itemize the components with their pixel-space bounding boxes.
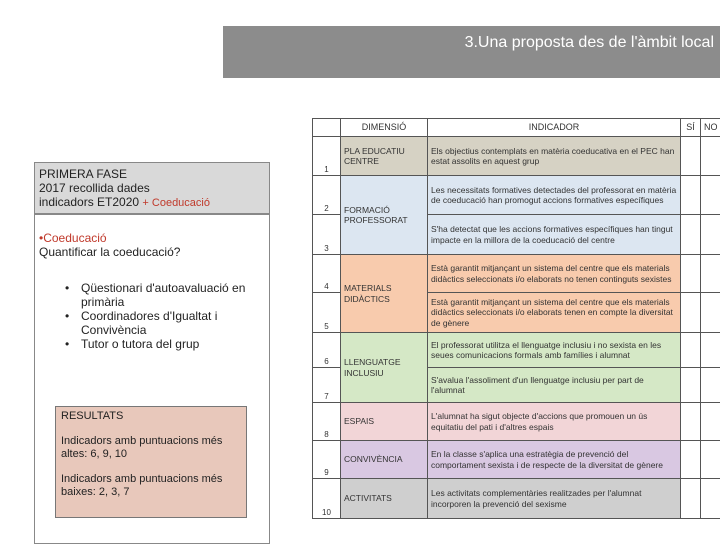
indicator-cell: S'ha detectat que les accions formatives específiques han tingut impacte en la millora de la coeducació del centre bbox=[428, 215, 681, 255]
phase-accent: + Coeducació bbox=[142, 197, 210, 209]
list-item: • Coordinadores d'Igualtat i Convivència bbox=[81, 309, 265, 337]
title-bar bbox=[223, 26, 720, 78]
results-low: Indicadors amb puntuacions més baixes: 2, 3, 7 bbox=[61, 473, 241, 499]
yes-cell[interactable] bbox=[681, 137, 701, 176]
phase-box bbox=[34, 162, 270, 214]
header-si: SÍ bbox=[681, 119, 701, 137]
yes-cell[interactable] bbox=[681, 368, 701, 403]
dimension-cell: FORMACIÓ PROFESSORAT bbox=[341, 176, 428, 255]
header-num bbox=[313, 119, 341, 137]
row-number: 5 bbox=[313, 293, 341, 333]
no-cell[interactable] bbox=[701, 176, 720, 215]
indicator-cell: Està garantit mitjançant un sistema del centre que els materials didàctics seleccionats i/o elaborats no tenen continguts sexistes bbox=[428, 255, 681, 293]
list-item: • Tutor o tutora del grup bbox=[81, 337, 265, 351]
row-number: 8 bbox=[313, 403, 341, 441]
row-number: 3 bbox=[313, 215, 341, 255]
phase-title: PRIMERA FASE bbox=[39, 167, 265, 181]
phase-line3-text: indicadors ET2020 bbox=[39, 195, 139, 209]
dimension-cell: ACTIVITATS bbox=[341, 479, 428, 519]
row-number: 2 bbox=[313, 176, 341, 215]
indicator-cell: En la classe s'aplica una estratègia de prevenció del comportament sexista i de respecte de la diversitat de gènere bbox=[428, 441, 681, 479]
no-cell[interactable] bbox=[701, 255, 720, 293]
row-number: 1 bbox=[313, 137, 341, 176]
no-cell[interactable] bbox=[701, 215, 720, 255]
row-number: 4 bbox=[313, 255, 341, 293]
no-cell[interactable] bbox=[701, 293, 720, 333]
yes-cell[interactable] bbox=[681, 333, 701, 368]
table-row bbox=[313, 403, 720, 441]
yes-cell[interactable] bbox=[681, 293, 701, 333]
row-number: 9 bbox=[313, 441, 341, 479]
header-indicator: INDICADOR bbox=[428, 119, 681, 137]
table-row bbox=[313, 333, 720, 368]
header-dimension: DIMENSIÓ bbox=[341, 119, 428, 137]
yes-cell[interactable] bbox=[681, 403, 701, 441]
indicator-cell: S'avalua l'assoliment d'un llenguatge inclusiu per part de l'alumnat bbox=[428, 368, 681, 403]
section-title: •Coeducació bbox=[39, 231, 265, 245]
no-cell[interactable] bbox=[701, 403, 720, 441]
row-number: 6 bbox=[313, 333, 341, 368]
indicator-cell: Els objectius contemplats en matèria coeducativa en el PEC han estat assolits en aquest grup bbox=[428, 137, 681, 176]
phase-line2: 2017 recollida dades bbox=[39, 181, 265, 195]
table-row bbox=[313, 479, 720, 519]
row-number: 7 bbox=[313, 368, 341, 403]
list-item: • Qüestionari d'autoavaluació en primària bbox=[81, 281, 265, 309]
no-cell[interactable] bbox=[701, 333, 720, 368]
indicator-cell: Està garantit mitjançant un sistema del centre que els materials didàctics seleccionats i/o elaborats tenen en compte la diversitat de gènere bbox=[428, 293, 681, 333]
table-row bbox=[313, 176, 720, 215]
no-cell[interactable] bbox=[701, 479, 720, 519]
indicator-cell: L'alumnat ha sigut objecte d'accions que promouen un ús equitatiu del pati i d'altres espais bbox=[428, 403, 681, 441]
yes-cell[interactable] bbox=[681, 479, 701, 519]
yes-cell[interactable] bbox=[681, 441, 701, 479]
results-heading: RESULTATS bbox=[61, 410, 241, 423]
header-no: NO bbox=[701, 119, 720, 137]
no-cell[interactable] bbox=[701, 137, 720, 176]
indicator-cell: Les necessitats formatives detectades del professorat en matèria de coeducació han promogut accions formatives específiques bbox=[428, 176, 681, 215]
dimension-cell: PLA EDUCATIU CENTRE bbox=[341, 137, 428, 176]
slide-title: 3.Una proposta des de l'àmbit local bbox=[465, 34, 714, 52]
results-box bbox=[55, 406, 247, 518]
indicator-table bbox=[312, 118, 720, 530]
no-cell[interactable] bbox=[701, 368, 720, 403]
dimension-cell: ESPAIS bbox=[341, 403, 428, 441]
yes-cell[interactable] bbox=[681, 176, 701, 215]
dimension-cell: LLENGUATGE INCLUSIU bbox=[341, 333, 428, 403]
yes-cell[interactable] bbox=[681, 215, 701, 255]
dimension-cell: CONVIVÈNCIA bbox=[341, 441, 428, 479]
indicator-cell: El professorat utilitza el llenguatge inclusiu i no sexista en les seues comunicacions formals amb famílies i alumnat bbox=[428, 333, 681, 368]
row-number: 10 bbox=[313, 479, 341, 519]
indicator-cell: Les activitats complementàries realitzades per l'alumnat incorporen la prevenció del sexisme bbox=[428, 479, 681, 519]
dimension-cell: MATERIALS DIDÀCTICS bbox=[341, 255, 428, 333]
question-text: Quantificar la coeducació? bbox=[39, 245, 265, 259]
phase-line3 bbox=[39, 195, 265, 210]
yes-cell[interactable] bbox=[681, 255, 701, 293]
table-row bbox=[313, 255, 720, 293]
table-row bbox=[313, 137, 720, 176]
results-high: Indicadors amb puntuacions més altes: 6, 9, 10 bbox=[61, 435, 241, 461]
method-list bbox=[39, 281, 265, 351]
no-cell[interactable] bbox=[701, 441, 720, 479]
table-row bbox=[313, 441, 720, 479]
